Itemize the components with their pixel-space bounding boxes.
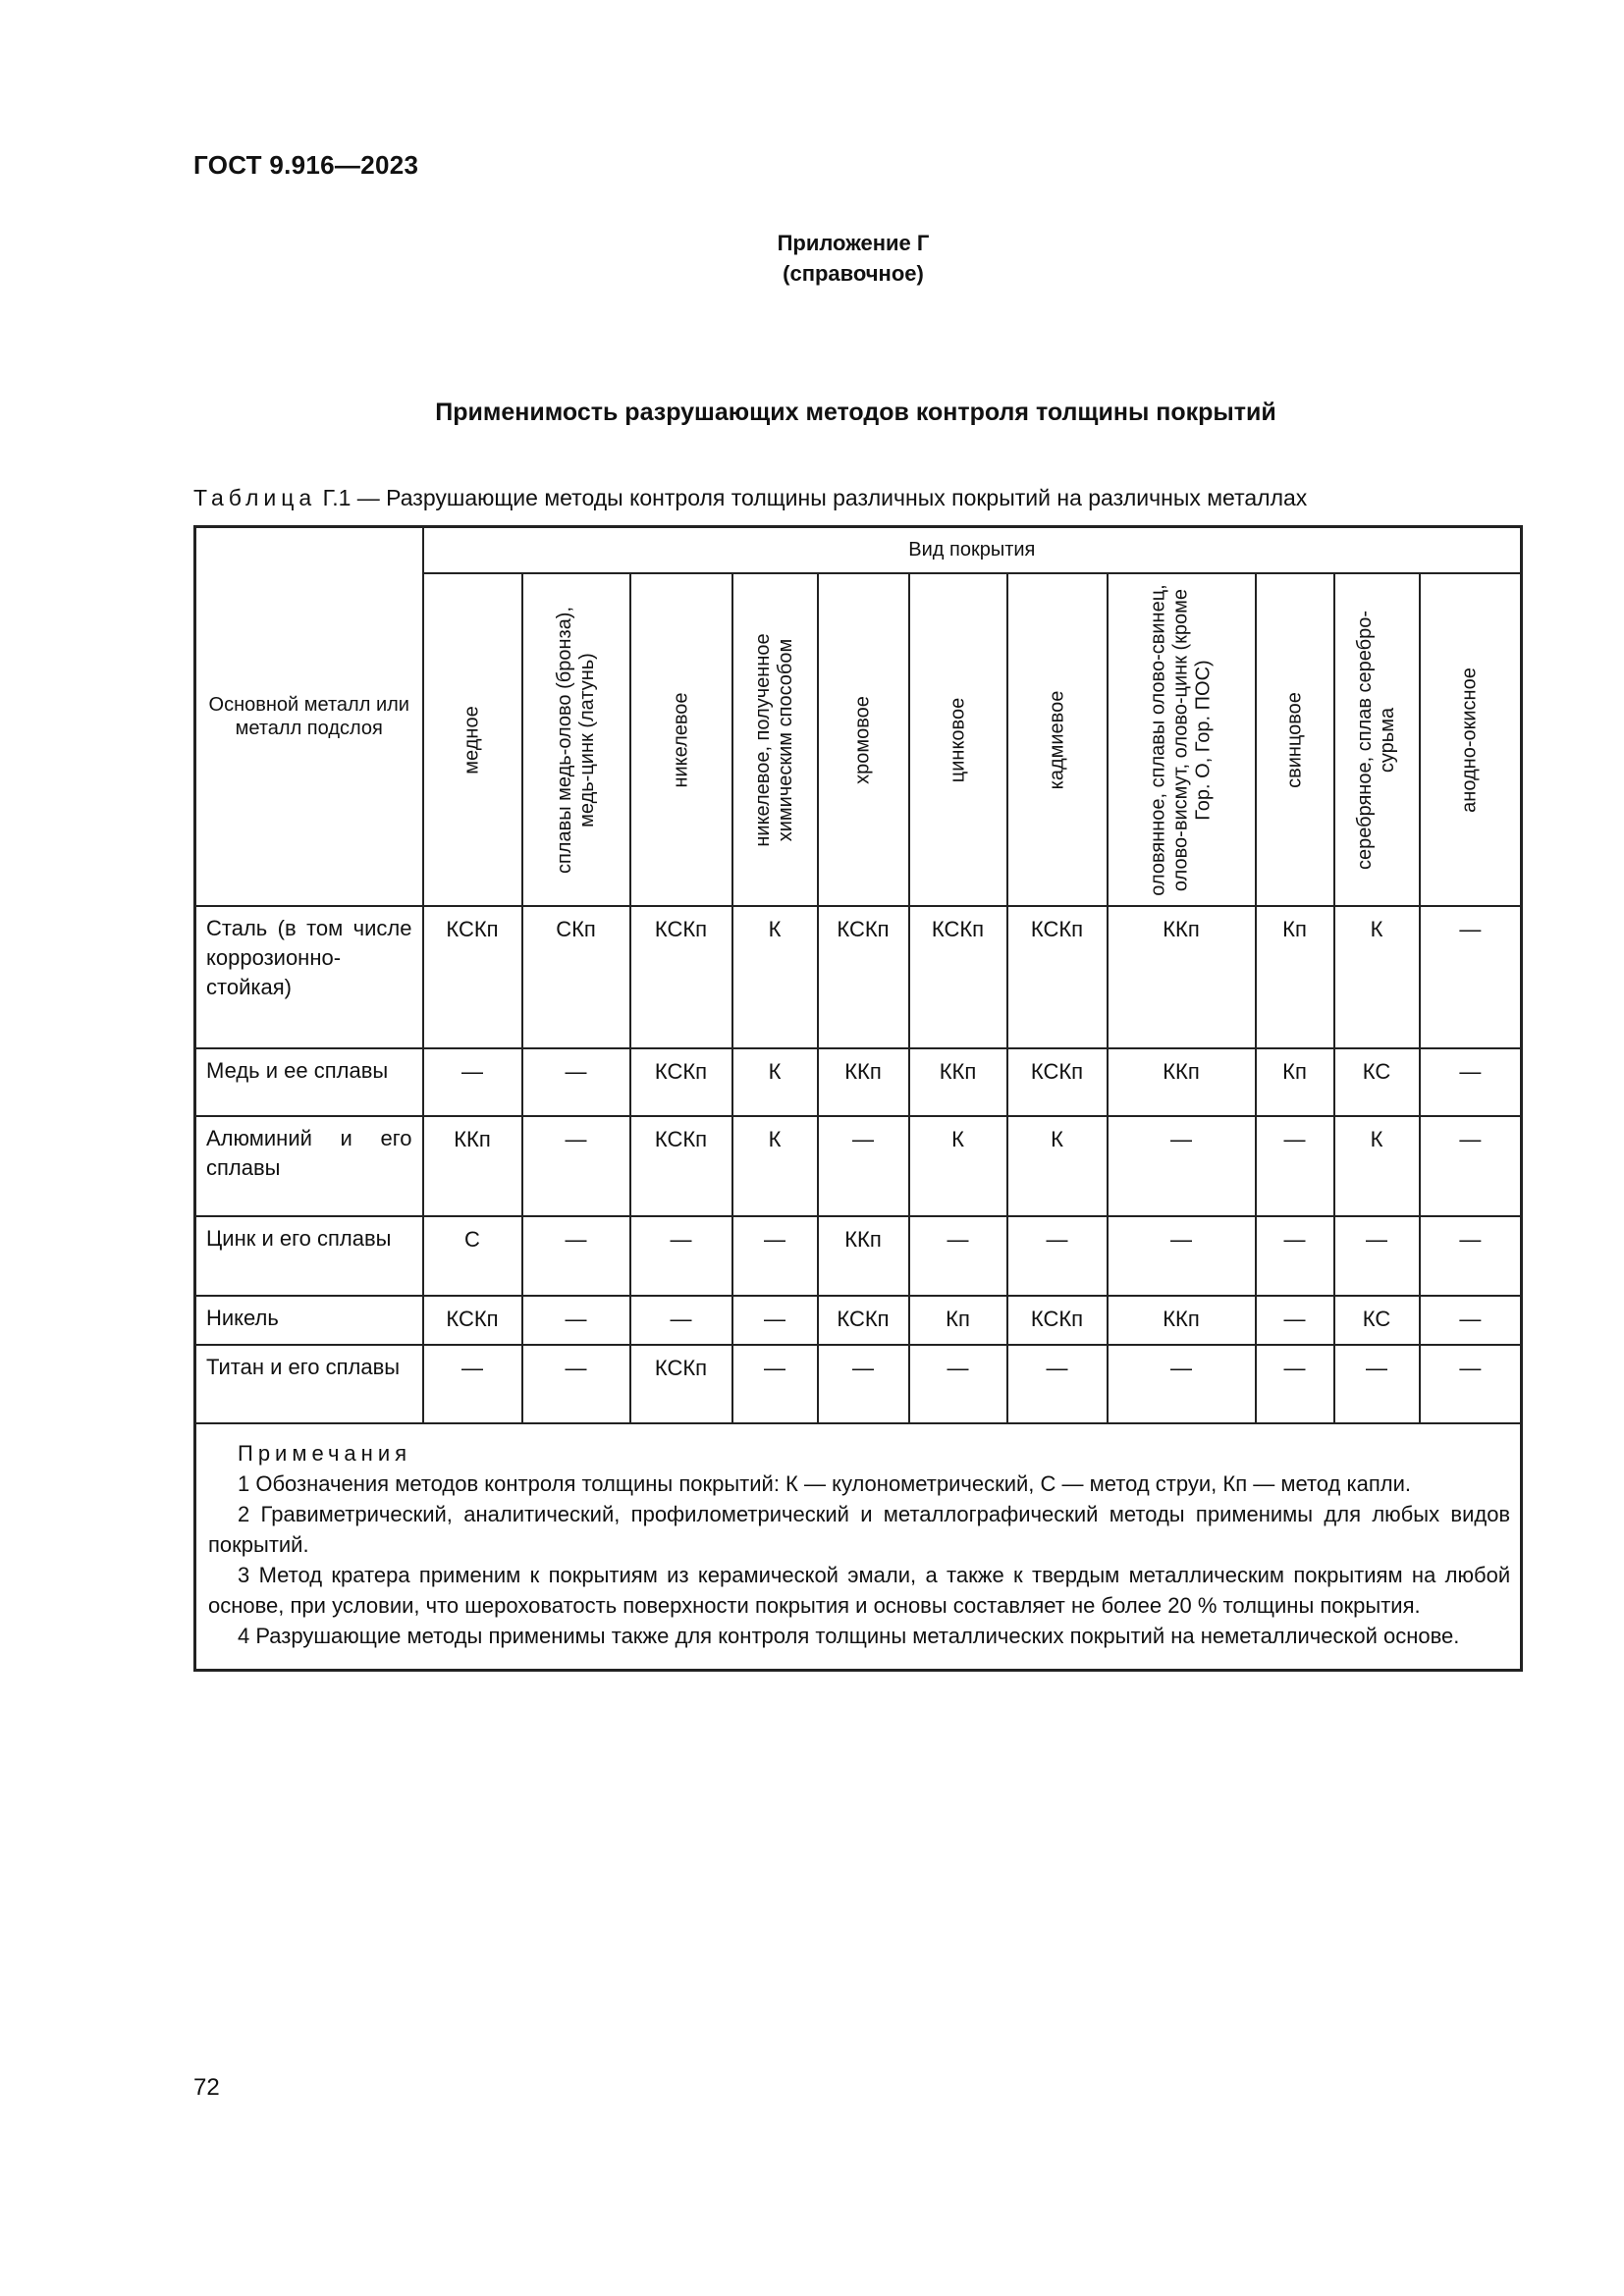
method-cell: ККп bbox=[1108, 1048, 1256, 1116]
method-cell: — bbox=[1420, 906, 1522, 1048]
coating-header bbox=[423, 573, 522, 906]
method-cell: — bbox=[423, 1345, 522, 1423]
method-cell: КСКп bbox=[1007, 1048, 1108, 1116]
method-cell: — bbox=[522, 1048, 630, 1116]
method-cell: КСКп bbox=[818, 906, 909, 1048]
coating-header-label: кадмиевое bbox=[1046, 690, 1067, 789]
table-row bbox=[195, 1345, 1522, 1423]
method-cell: КС bbox=[1334, 1296, 1420, 1345]
page-number: 72 bbox=[193, 2074, 220, 2101]
method-cell: К bbox=[1007, 1116, 1108, 1216]
coating-header bbox=[909, 573, 1007, 906]
coating-header-label: серебряное, сплав серебро-сурьма bbox=[1354, 610, 1398, 870]
coating-header bbox=[818, 573, 909, 906]
table-row bbox=[195, 1116, 1522, 1216]
appendix-type: (справочное) bbox=[783, 261, 924, 286]
coating-methods-table bbox=[193, 525, 1523, 1672]
method-cell: — bbox=[909, 1345, 1007, 1423]
table-row bbox=[195, 1048, 1522, 1116]
coating-header-label: медное bbox=[460, 705, 483, 774]
document-code: ГОСТ 9.916—2023 bbox=[193, 150, 419, 180]
method-cell: К bbox=[732, 1116, 818, 1216]
coating-header-label: никелевое, полученное химическим способом bbox=[752, 632, 796, 847]
notes-row bbox=[195, 1423, 1522, 1671]
note-item: 2 Гравиметрический, аналитический, профилометрический и металлографический методы применимы для любых видов покрытий. bbox=[208, 1502, 1511, 1557]
method-cell: Кп bbox=[1256, 1048, 1334, 1116]
method-cell: — bbox=[1007, 1345, 1108, 1423]
method-cell: — bbox=[522, 1296, 630, 1345]
method-cell: КСКп bbox=[630, 906, 732, 1048]
method-cell: К bbox=[1334, 1116, 1420, 1216]
coating-header bbox=[1108, 573, 1256, 906]
method-cell: КСКп bbox=[1007, 1296, 1108, 1345]
appendix-label: Приложение Г bbox=[777, 231, 930, 255]
method-cell: ККп bbox=[818, 1216, 909, 1296]
appendix-heading bbox=[0, 228, 1624, 289]
base-metal-cell: Алюминий и его сплавы bbox=[195, 1116, 423, 1216]
method-cell: — bbox=[732, 1345, 818, 1423]
note-item: 1 Обозначения методов контроля толщины покрытий: К — кулонометрический, С — метод струи, Кп — метод капли. bbox=[238, 1471, 1411, 1496]
method-cell: — bbox=[1256, 1216, 1334, 1296]
method-cell: ККп bbox=[909, 1048, 1007, 1116]
method-cell: — bbox=[1108, 1345, 1256, 1423]
method-cell: ККп bbox=[1108, 906, 1256, 1048]
coating-header bbox=[1334, 573, 1420, 906]
table-row bbox=[195, 1216, 1522, 1296]
coating-header-label: свинцовое bbox=[1283, 691, 1305, 788]
coating-header bbox=[522, 573, 630, 906]
method-cell: Кп bbox=[909, 1296, 1007, 1345]
base-metal-cell: Цинк и его сплавы bbox=[195, 1216, 423, 1296]
method-cell: КСКп bbox=[423, 1296, 522, 1345]
notes-heading: Примечания bbox=[238, 1441, 412, 1466]
method-cell: ККп bbox=[423, 1116, 522, 1216]
coating-header bbox=[1420, 573, 1522, 906]
coating-header-label: никелевое bbox=[670, 691, 691, 788]
method-cell: — bbox=[732, 1296, 818, 1345]
method-cell: КСКп bbox=[909, 906, 1007, 1048]
base-metal-cell: Сталь (в том числе коррозионностойкая) bbox=[195, 906, 423, 1048]
method-cell: К bbox=[732, 1048, 818, 1116]
method-cell: — bbox=[909, 1216, 1007, 1296]
method-cell: ККп bbox=[1108, 1296, 1256, 1345]
method-cell: — bbox=[1108, 1116, 1256, 1216]
coating-header bbox=[732, 573, 818, 906]
method-cell: КСКп bbox=[1007, 906, 1108, 1048]
method-cell: — bbox=[1256, 1116, 1334, 1216]
method-cell: — bbox=[1420, 1345, 1522, 1423]
method-cell: — bbox=[732, 1216, 818, 1296]
method-cell: — bbox=[630, 1216, 732, 1296]
coating-header-label: цинковое bbox=[947, 697, 968, 782]
base-metal-cell: Медь и ее сплавы bbox=[195, 1048, 423, 1116]
table-row bbox=[195, 1296, 1522, 1345]
method-cell: К bbox=[909, 1116, 1007, 1216]
method-cell: КСКп bbox=[818, 1296, 909, 1345]
method-cell: КСКп bbox=[423, 906, 522, 1048]
coating-header-label: анодно-окисное bbox=[1458, 667, 1481, 813]
appendix-title: Применимость разрушающих методов контроля толщины покрытий bbox=[435, 399, 1276, 426]
method-cell: К bbox=[1334, 906, 1420, 1048]
coating-header bbox=[1007, 573, 1108, 906]
coating-header-label: хромовое bbox=[851, 695, 874, 784]
base-metal-header: Основной металл или металл подслоя bbox=[195, 527, 423, 907]
base-metal-cell: Титан и его сплавы bbox=[195, 1345, 423, 1423]
method-cell: Кп bbox=[1256, 906, 1334, 1048]
table-caption bbox=[193, 485, 1307, 511]
method-cell: — bbox=[630, 1296, 732, 1345]
method-cell: — bbox=[818, 1116, 909, 1216]
table-row bbox=[195, 906, 1522, 1048]
method-cell: КСКп bbox=[630, 1116, 732, 1216]
method-cell: — bbox=[423, 1048, 522, 1116]
coating-header-label: оловянное, сплавы олово-свинец, олово-висмут, олово-цинк (кроме Гор. О, Гор. ПОС) bbox=[1147, 583, 1215, 896]
method-cell: СКп bbox=[522, 906, 630, 1048]
method-cell: — bbox=[1420, 1216, 1522, 1296]
method-cell: КС bbox=[1334, 1048, 1420, 1116]
method-cell: — bbox=[522, 1116, 630, 1216]
method-cell: — bbox=[1334, 1216, 1420, 1296]
method-cell: — bbox=[1334, 1345, 1420, 1423]
method-cell: — bbox=[1256, 1345, 1334, 1423]
method-cell: — bbox=[522, 1345, 630, 1423]
notes-cell bbox=[195, 1423, 1522, 1671]
base-metal-cell: Никель bbox=[195, 1296, 423, 1345]
coating-header-label: сплавы медь-олово (бронза), медь-цинк (латунь) bbox=[553, 606, 598, 874]
method-cell: — bbox=[1007, 1216, 1108, 1296]
method-cell: — bbox=[1420, 1116, 1522, 1216]
method-cell: — bbox=[818, 1345, 909, 1423]
method-cell: С bbox=[423, 1216, 522, 1296]
coating-header bbox=[1256, 573, 1334, 906]
note-item: 3 Метод кратера применим к покрытиям из керамической эмали, а также к твердым металлическим покрытиям на любой основе, при условии, что шероховатость поверхности покрытия и основы составляет не более 20 % толщины покрытия. bbox=[208, 1563, 1511, 1618]
table-caption-text: Г.1 — Разрушающие методы контроля толщины различных покрытий на различных металлах bbox=[316, 485, 1308, 510]
coating-header bbox=[630, 573, 732, 906]
method-cell: К bbox=[732, 906, 818, 1048]
method-cell: — bbox=[1420, 1048, 1522, 1116]
method-cell: КСКп bbox=[630, 1048, 732, 1116]
table-caption-prefix: Таблица bbox=[193, 485, 317, 510]
method-cell: КСКп bbox=[630, 1345, 732, 1423]
method-cell: — bbox=[522, 1216, 630, 1296]
method-cell: ККп bbox=[818, 1048, 909, 1116]
note-item: 4 Разрушающие методы применимы также для контроля толщины металлических покрытий на неметаллической основе. bbox=[238, 1624, 1460, 1648]
method-cell: — bbox=[1420, 1296, 1522, 1345]
method-cell: — bbox=[1108, 1216, 1256, 1296]
method-cell: — bbox=[1256, 1296, 1334, 1345]
coating-type-header: Вид покрытия bbox=[423, 527, 1522, 574]
